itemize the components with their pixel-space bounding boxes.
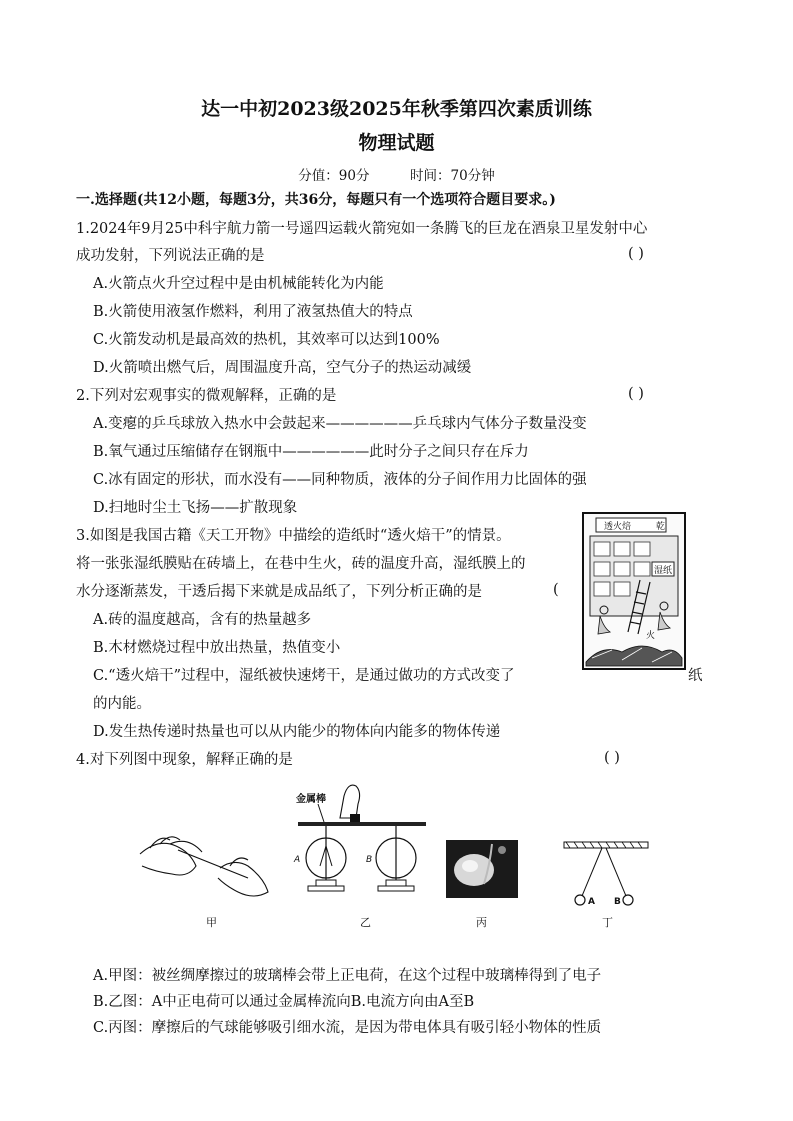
electroscope-b-label: B [366,855,373,865]
q4-stem: 4.对下列图中现象，解释正确的是 [76,752,293,768]
q1-option-a: A.火箭点火升空过程中是由机械能转化为内能 [93,276,384,292]
q4-answer-paren: ( ) [604,750,620,766]
score-time-line [0,164,793,184]
figure-label-top2: 乾 [656,522,666,532]
papermaking-illustration [582,512,686,670]
figure-label-fire: 火 [646,631,656,641]
q3-option-a: A.砖的温度越高，含有的热量越多 [93,612,312,628]
q3-option-c: C.“透火焙干”过程中，湿纸被快速烤干，是通过做功的方式改变了 [93,668,515,684]
q3-stem-line1: 3.如图是我国古籍《天工开物》中描绘的造纸时“透火焙干”的情景。 [76,528,511,544]
section-heading: 一.选择题(共12小题，每题3分，共36分，每题只有一个选项符合题目要求。) [76,192,556,208]
q3-stem-line3: 水分逐渐蒸发，干透后揭下来就是成品纸了，下列分析正确的是 [76,584,482,600]
q2-option-a: A.变瘪的乒乓球放入热水中会鼓起来——————乒乓球内气体分子数量没变 [93,416,587,432]
q2-option-b: B.氧气通过压缩储存在钢瓶中——————此时分子之间只存在斥力 [93,444,529,460]
q4-figures [130,774,670,934]
q1-option-b: B.火箭使用液氢作燃料，利用了液氢热值大的特点 [93,304,413,320]
caption-ding: 丁 [602,916,613,929]
score-text: 分值：90分 [298,168,370,184]
q4-option-c: C.丙图：摩擦后的气球能够吸引细水流，是因为带电体具有吸引轻小物体的性质 [93,1020,602,1036]
exam-title: 达一中初2023级2025年秋季第四次素质训练 [201,98,592,120]
q1-stem-line1: 1.2024年9月25中科宇航力箭一号遥四运载火箭宛如一条腾飞的巨龙在酒泉卫星发射中心 [76,221,648,237]
ball-a-label: A [588,897,595,907]
q3-option-d: D.发生热传递时热量也可以从内能少的物体向内能多的物体传递 [93,724,501,740]
q3-stem-line2: 将一张张湿纸膜贴在砖墙上，在巷中生火，砖的温度升高，湿纸膜上的 [76,556,526,572]
q2-option-d: D.扫地时尘土飞扬——扩散现象 [93,500,298,516]
figure-yi-electroscopes [293,785,426,891]
figure-label-paper: 湿纸 [654,566,673,576]
q3-option-b: B.木材燃烧过程中放出热量，热值变小 [93,640,341,656]
q3-option-c-cont: 的内能。 [93,696,151,712]
q1-stem-line2: 成功发射，下列说法正确的是 [76,248,265,264]
caption-bing: 丙 [476,916,487,929]
caption-jia: 甲 [206,916,217,929]
q4-option-a: A.甲图：被丝绸摩擦过的玻璃棒会带上正电荷，在这个过程中玻璃棒得到了电子 [93,968,602,984]
q1-answer-paren: ( ) [628,246,644,262]
q2-answer-paren: ( ) [628,386,644,402]
exam-subject: 物理试题 [358,132,435,154]
figure-jia-rubbing [140,837,268,896]
metal-rod-label: 金属棒 [296,794,326,805]
q4-option-b: B.乙图：A中正电荷可以通过金属棒流向B.电流方向由A至B [93,994,475,1010]
q3-answer-paren: ( [553,582,559,598]
figure-label-top: 透火焙 [604,522,632,532]
figure-bing-balloon-photo [446,840,518,898]
electroscope-a-label: A [294,855,301,865]
q2-option-c: C.冰有固定的形状，而水没有——同种物质，液体的分子间作用力比固体的强 [93,472,587,488]
q3-option-c-tail: 纸 [688,668,703,684]
time-text: 时间：70分钟 [410,168,495,184]
figure-ding-hanging-balls [564,842,648,907]
caption-yi: 乙 [360,916,371,929]
q1-option-c: C.火箭发动机是最高效的热机，其效率可以达到100% [93,332,440,348]
ball-b-label: B [614,897,621,907]
q1-option-d: D.火箭喷出燃气后，周围温度升高，空气分子的热运动减缓 [93,360,472,376]
q2-stem: 2.下列对宏观事实的微观解释，正确的是 [76,388,337,404]
